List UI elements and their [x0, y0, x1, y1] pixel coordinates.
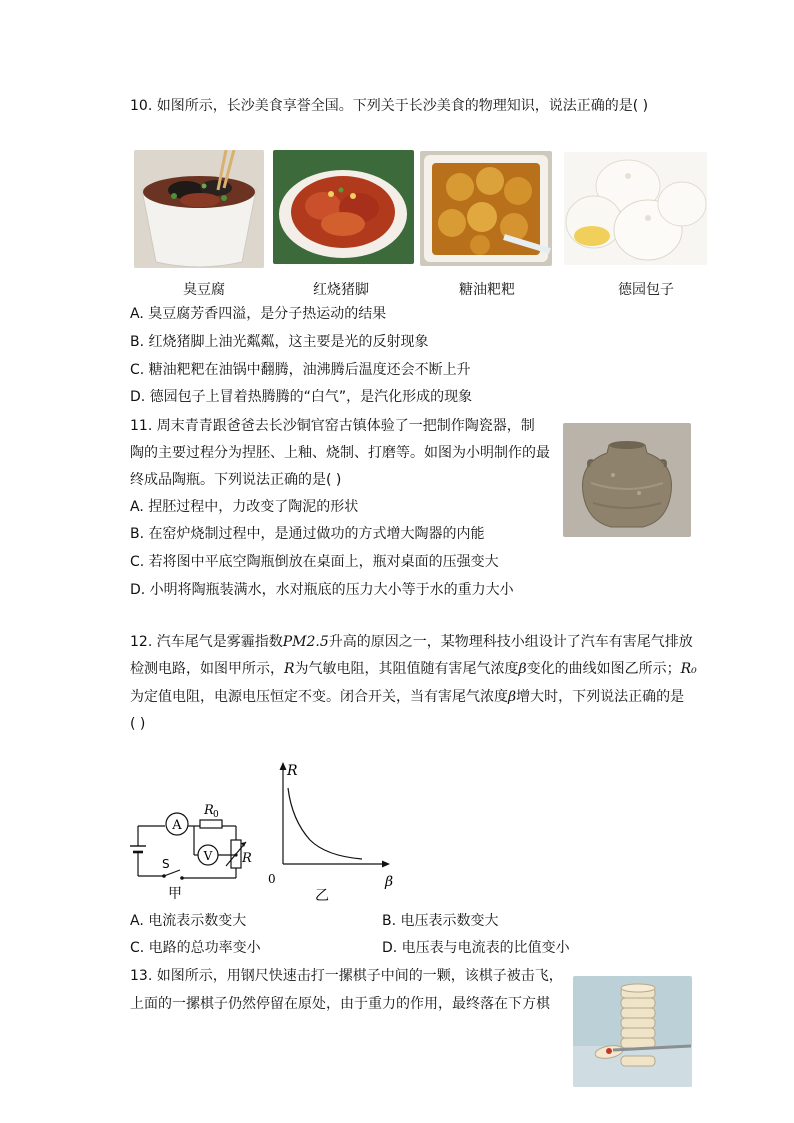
r-beta-graph [266, 758, 406, 903]
q11-stem-line-2: 陶的主要过程分为捏胚、上釉、烧制、打磨等。如图为小明制作的最 [130, 445, 550, 461]
q11-option-b: B. 在窑炉烧制过程中，是通过做功的方式增大陶器的内能 [130, 526, 485, 542]
photo-stinky-tofu [134, 150, 264, 268]
q12-text: 为定值电阻，电源电压恒定不变。闭合开关，当有害尾气浓度 [130, 689, 508, 705]
r-label: R [242, 851, 252, 866]
q12-text: 变化的曲线如图乙所示； [526, 661, 681, 677]
q10-option-a: A. 臭豆腐芳香四溢，是分子热运动的结果 [130, 306, 387, 322]
q13-stem-line-1: 13. 如图所示，用钢尺快速击打一摞棋子中间的一颗，该棋子被击飞， [130, 968, 563, 984]
photo-braised-pork-trotter [273, 150, 414, 264]
q12-option-a: A. 电流表示数变大 [130, 913, 247, 929]
q11-stem-line-3: 终成品陶瓶。下列说法正确的是( ) [130, 472, 342, 488]
photo-pottery-jar [563, 423, 691, 537]
q12-symbol-r: R [284, 661, 295, 677]
q12-stem-line-2 [130, 659, 697, 679]
q12-stem-line-4: ( ) [130, 716, 146, 732]
q12-text: 检测电路，如图甲所示， [130, 661, 284, 677]
q12-text: 12. 汽车尾气是雾霾指数 [130, 634, 283, 650]
photo-sugar-oil-cakes [420, 151, 552, 266]
caption-braised-pork-trotter: 红烧猪脚 [313, 282, 369, 298]
q12-stem-line-1 [130, 632, 693, 652]
q10-option-c: C. 糖油粑粑在油锅中翻腾，油沸腾后温度还会不断上升 [130, 362, 471, 378]
q12-option-b: B. 电压表示数变大 [382, 913, 499, 929]
graph-origin: 0 [268, 872, 276, 886]
caption-deyuan-buns: 德园包子 [618, 282, 674, 298]
graph-x-label: β [385, 874, 394, 890]
q12-symbol-beta: β [508, 689, 517, 705]
q12-text: 升高的原因之一，某物理科技小组设计了汽车有害尾气排放 [328, 634, 693, 650]
circuit-diagram [128, 796, 252, 902]
q11-stem-line-1: 11. 周末青青跟爸爸去长沙铜官窑古镇体验了一把制作陶瓷器，制 [130, 418, 535, 434]
q10-option-b: B. 红烧猪脚上油光粼粼，这主要是光的反射现象 [130, 334, 429, 350]
q11-option-d: D. 小明将陶瓶装满水，水对瓶底的压力大小等于水的重力大小 [130, 582, 514, 598]
circuit-caption: 甲 [168, 886, 182, 902]
q11-option-c: C. 若将图中平底空陶瓶倒放在桌面上，瓶对桌面的压强变大 [130, 554, 499, 570]
r0-label: R [204, 803, 214, 818]
ammeter-label: A [172, 818, 182, 833]
q12-symbol-r0: R₀ [680, 661, 697, 677]
q11-option-a: A. 捏胚过程中，力改变了陶泥的形状 [130, 499, 359, 515]
q12-symbol-beta: β [518, 661, 527, 677]
q10-stem: 10. 如图所示，长沙美食享誉全国。下列关于长沙美食的物理知识，说法正确的是( ) [130, 98, 649, 114]
caption-sugar-oil-cakes: 糖油粑粑 [459, 282, 515, 298]
q12-stem-line-3 [130, 687, 684, 707]
voltmeter-label: V [203, 849, 213, 863]
q12-text: 为气敏电阻，其阻值随有害尾气浓度 [294, 661, 519, 677]
q10-option-d: D. 德园包子上冒着热腾腾的“白气”，是汽化形成的现象 [130, 389, 473, 405]
q12-option-c: C. 电路的总功率变小 [130, 940, 261, 956]
q12-pm25: PM2.5 [282, 634, 329, 650]
photo-deyuan-buns [564, 152, 707, 265]
q12-option-d: D. 电压表与电流表的比值变小 [382, 940, 570, 956]
graph-y-label: R [287, 763, 298, 779]
q12-text: 增大时，下列说法正确的是 [516, 689, 685, 705]
photo-chess-stack [573, 976, 692, 1087]
q13-stem-line-2: 上面的一摞棋子仍然停留在原处，由于重力的作用，最终落在下方棋 [130, 996, 550, 1012]
graph-caption: 乙 [315, 888, 329, 903]
switch-label: S [162, 857, 170, 871]
caption-stinky-tofu: 臭豆腐 [183, 282, 225, 298]
r-beta-curve [288, 788, 362, 859]
r0-subscript: 0 [213, 810, 219, 820]
